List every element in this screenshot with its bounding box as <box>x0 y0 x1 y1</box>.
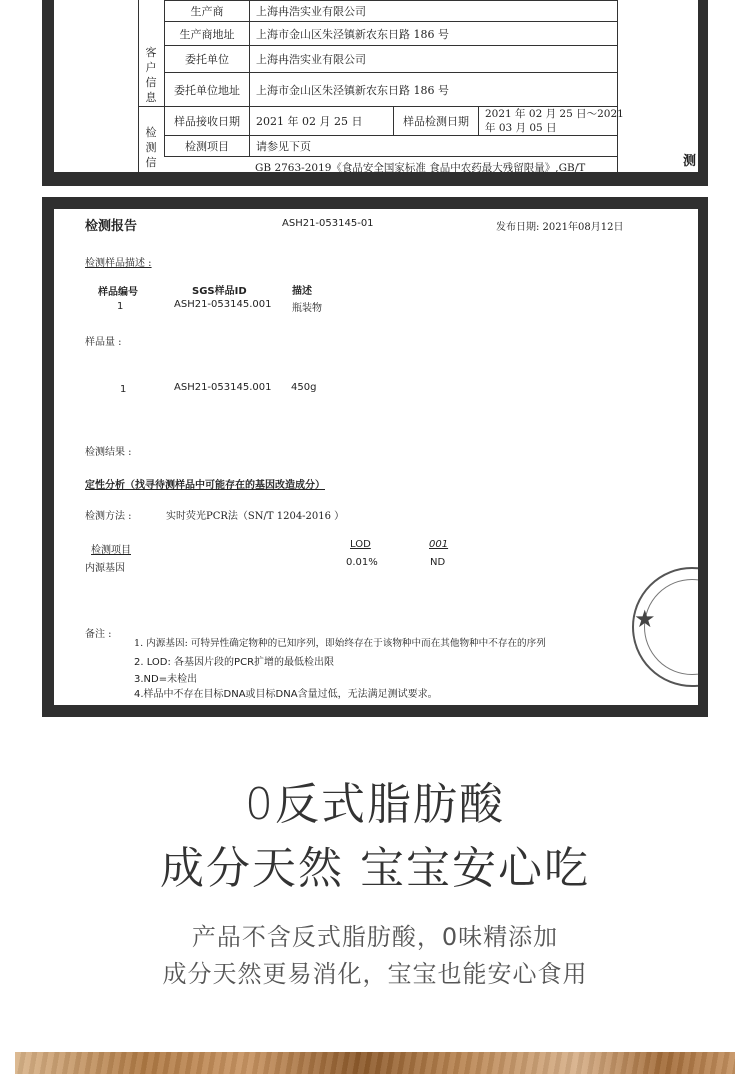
col-test-item: 检测项目 <box>91 545 131 556</box>
subheadline-line-1: 产品不含反式脂肪酸，0味精添加 <box>191 923 559 951</box>
sample-no: 1 <box>117 301 124 312</box>
test-items-label: 检测项目 <box>164 135 250 157</box>
client-info-vertical-label: 客 户 信 息 <box>145 46 157 104</box>
report-title: 检测报告 <box>85 219 138 234</box>
headline-line-1: 0反式脂肪酸 <box>245 779 505 830</box>
method-value: 实时荧光PCR法（SN/T 1204-2016 ） <box>166 511 345 522</box>
result-value: ND <box>430 557 446 568</box>
note-4: 4.样品中不存在目标DNA或目标DNA含量过低，无法满足测试要求。 <box>134 689 438 700</box>
standard-text: GB 2763-2019《食品安全国家标准 食品中农药最大残留限量》,GB/T <box>255 161 586 172</box>
manufacturer-value: 上海冉浩实业有限公司 <box>249 0 618 22</box>
official-seal-stamp <box>632 567 698 687</box>
qty-sample-no: 1 <box>120 384 127 395</box>
qty-sample-id: ASH21-053145.001 <box>174 382 272 393</box>
test-report-page <box>54 209 698 705</box>
report-number: ASH21-053145-01 <box>282 218 374 229</box>
table-border <box>138 0 139 172</box>
qty-value: 450g <box>291 382 317 393</box>
test-items-value: 请参见下页 <box>249 135 618 157</box>
sample-qty-label: 样品量 : <box>85 337 122 348</box>
test-info-vertical-label: 检 测 信 <box>145 126 157 169</box>
note-1: 1. 内源基因: 可特异性确定物种的已知序列，即始终存在于该物种中而在其他物种中不存在的序列 <box>134 638 546 649</box>
receive-date-value: 2021 年 02 月 25 日 <box>249 106 394 136</box>
manufacturer-address-label: 生产商地址 <box>164 21 250 46</box>
qualitative-analysis-heading: 定性分析（找寻待测样品中可能存在的基因改造成分） <box>85 480 325 491</box>
col-sgs-id: SGS样品ID <box>192 286 247 297</box>
sample-desc: 瓶装物 <box>292 303 322 314</box>
table-border <box>138 106 164 107</box>
col-001: 001 <box>429 539 449 550</box>
test-date-line1: 2021 年 02 月 25 日～2021 <box>485 108 624 120</box>
method-label: 检测方法 : <box>85 511 132 522</box>
notes-label: 备注 : <box>85 629 112 640</box>
subheadline-line-2: 成分天然更易消化，宝宝也能安心食用 <box>162 960 588 988</box>
issue-date: 发布日期: 2021年08月12日 <box>496 222 624 233</box>
test-date-label: 样品检测日期 <box>393 106 479 136</box>
corner-stamp-text: 测 <box>682 154 696 169</box>
client-value: 上海冉浩实业有限公司 <box>249 45 618 73</box>
receive-date-label: 样品接收日期 <box>164 106 250 136</box>
test-item: 内源基因 <box>85 563 125 574</box>
col-desc: 描述 <box>292 286 312 297</box>
client-address-value: 上海市金山区朱泾镇新农东日路 186 号 <box>249 72 618 107</box>
test-date-line2: 年 03 月 05 日 <box>485 122 557 134</box>
test-date-value <box>478 106 624 136</box>
client-address-label: 委托单位地址 <box>164 72 250 107</box>
note-3: 3.ND=未检出 <box>134 674 198 685</box>
sgs-sample-id: ASH21-053145.001 <box>174 299 272 310</box>
col-sample-no: 样品编号 <box>98 287 138 298</box>
manufacturer-label: 生产商 <box>164 0 250 22</box>
client-label: 委托单位 <box>164 45 250 73</box>
headline-line-2: 成分天然 宝宝安心吃 <box>160 843 590 894</box>
wood-product-image-strip <box>15 1052 735 1074</box>
result-label: 检测结果 : <box>85 447 132 458</box>
note-2: 2. LOD: 各基因片段的PCR扩增的最低检出限 <box>134 657 335 668</box>
lod-value: 0.01% <box>346 557 378 568</box>
sample-desc-label: 检测样品描述 : <box>85 258 152 269</box>
inspection-form-top <box>54 0 698 172</box>
manufacturer-address-value: 上海市金山区朱泾镇新农东日路 186 号 <box>249 21 618 46</box>
col-lod: LOD <box>350 539 371 550</box>
seal-star-icon: ★ <box>634 605 656 633</box>
